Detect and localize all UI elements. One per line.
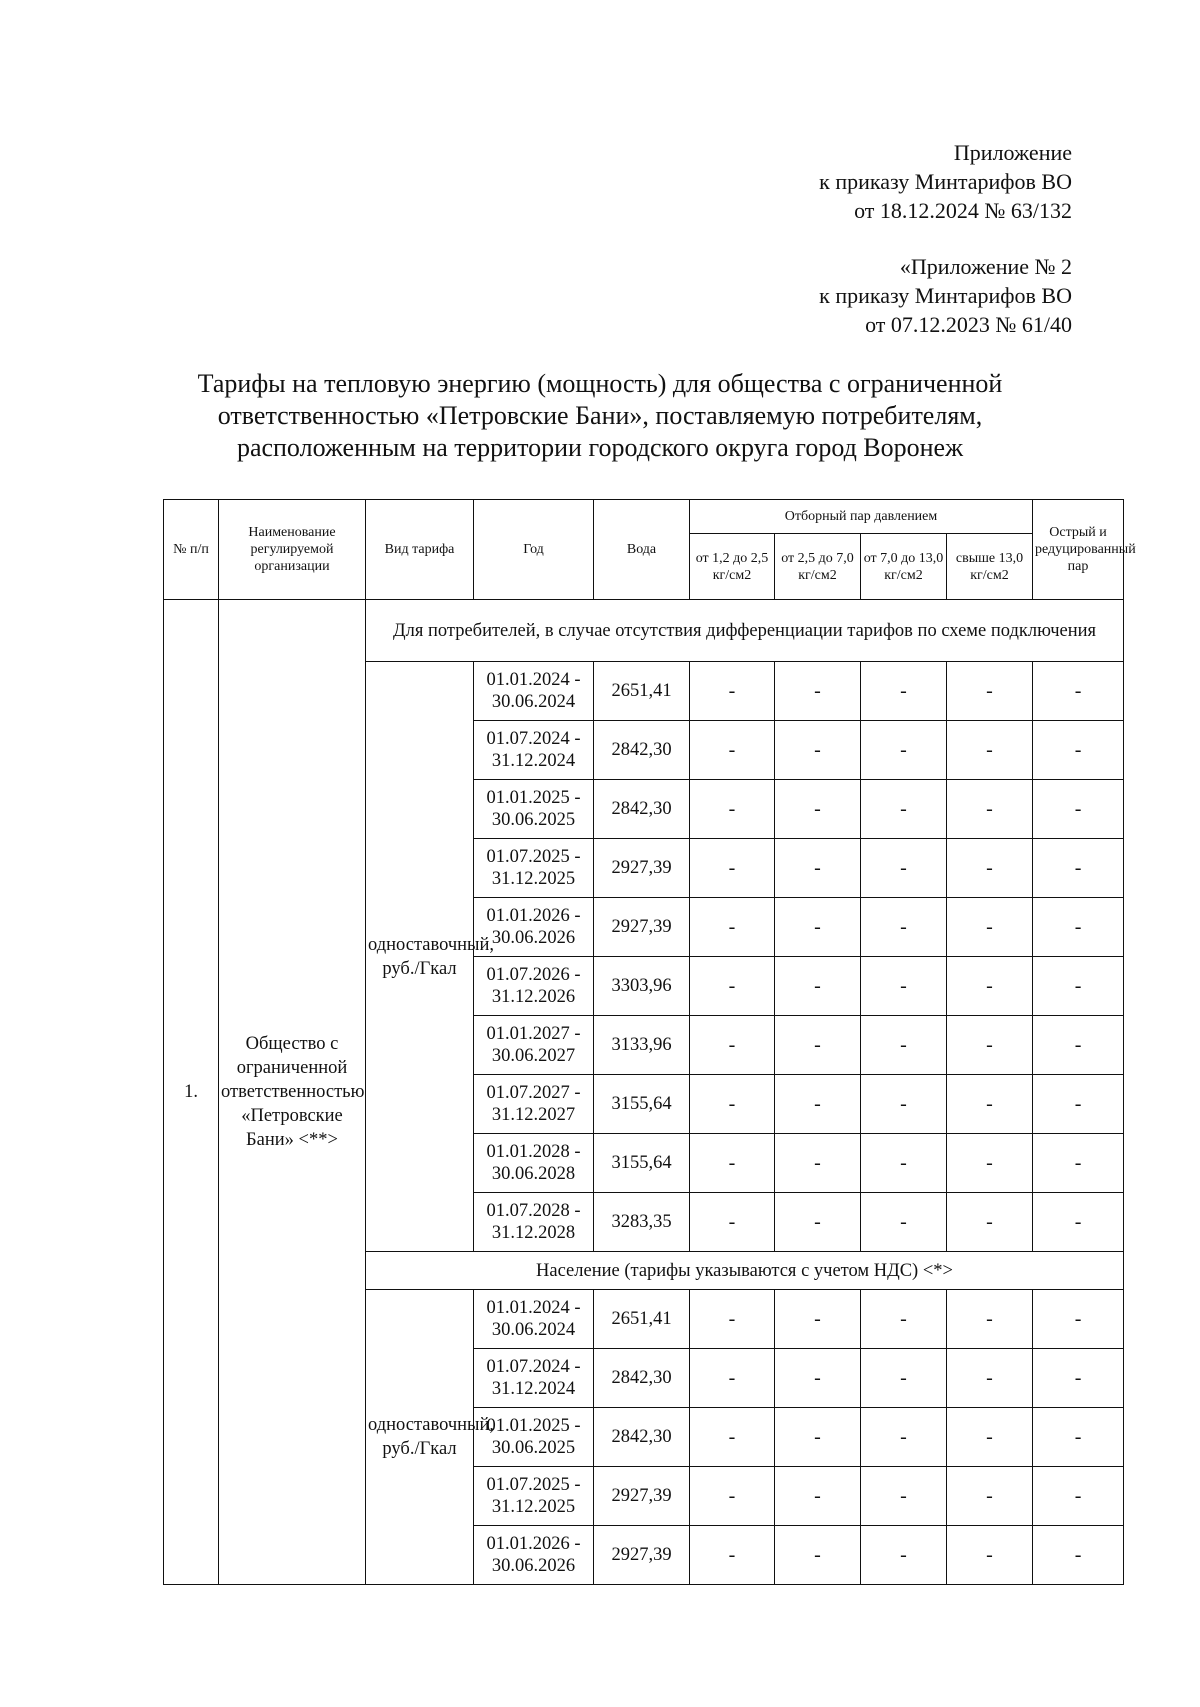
steam-3-value: -	[861, 1075, 947, 1134]
period-end: 30.06.2025	[491, 810, 576, 830]
steam-1-value: -	[690, 1016, 775, 1075]
steam-1-value: -	[690, 1349, 775, 1408]
tariff-type: одноставочный, руб./Гкал	[366, 662, 474, 1252]
steam-4-value: -	[947, 1467, 1033, 1526]
steam-1-value: -	[690, 1075, 775, 1134]
sharp-value: -	[1033, 1134, 1124, 1193]
period-end: 30.06.2024	[491, 1320, 576, 1340]
water-value: 2842,30	[594, 1408, 690, 1467]
steam-3-value: -	[861, 721, 947, 780]
steam-1-value: -	[690, 721, 775, 780]
period-cell	[474, 1526, 594, 1585]
steam-1-value: -	[690, 1467, 775, 1526]
period-start: 01.07.2024 -	[486, 729, 581, 749]
steam-4-value: -	[947, 1408, 1033, 1467]
steam-3-value: -	[861, 1349, 947, 1408]
period-end: 31.12.2025	[491, 869, 576, 889]
period-end: 31.12.2027	[491, 1105, 576, 1125]
sharp-value: -	[1033, 662, 1124, 721]
period-start: 01.01.2027 -	[486, 1024, 581, 1044]
period-start: 01.01.2026 -	[486, 906, 581, 926]
previous-annex-title: «Приложение № 2	[899, 254, 1072, 279]
steam-3-value: -	[861, 1193, 947, 1252]
header-steam-3: от 7,0 до 13,0 кг/см2	[861, 534, 947, 600]
steam-1-value: -	[690, 898, 775, 957]
steam-4-value: -	[947, 1193, 1033, 1252]
steam-3-value: -	[861, 1016, 947, 1075]
water-value: 2842,30	[594, 1349, 690, 1408]
period-end: 31.12.2026	[491, 987, 576, 1007]
header-steam-2: от 2,5 до 7,0 кг/см2	[775, 534, 861, 600]
steam-4-value: -	[947, 721, 1033, 780]
title-line: расположенным на территории городского округа город Воронеж	[236, 433, 964, 462]
organization-name: Общество с ограниченной ответственностью «Петровские Бани» <**>	[219, 600, 366, 1585]
steam-2-value: -	[775, 1016, 861, 1075]
sharp-value: -	[1033, 1016, 1124, 1075]
header-steam-1: от 1,2 до 2,5 кг/см2	[690, 534, 775, 600]
steam-1-value: -	[690, 957, 775, 1016]
steam-2-value: -	[775, 839, 861, 898]
period-start: 01.01.2025 -	[486, 788, 581, 808]
period-end: 31.12.2025	[491, 1497, 576, 1517]
sharp-value: -	[1033, 898, 1124, 957]
steam-2-value: -	[775, 1075, 861, 1134]
annex-title: Приложение	[953, 140, 1072, 165]
period-cell	[474, 1408, 594, 1467]
water-value: 2927,39	[594, 839, 690, 898]
previous-annex-block	[819, 252, 1072, 339]
water-value: 2651,41	[594, 662, 690, 721]
table-body	[164, 600, 1124, 1585]
sharp-value: -	[1033, 1526, 1124, 1585]
steam-1-value: -	[690, 1408, 775, 1467]
header-row	[164, 500, 1124, 534]
period-cell	[474, 780, 594, 839]
steam-3-value: -	[861, 1526, 947, 1585]
water-value: 3283,35	[594, 1193, 690, 1252]
period-end: 31.12.2028	[491, 1223, 576, 1243]
period-cell	[474, 1193, 594, 1252]
period-cell	[474, 721, 594, 780]
water-value: 2842,30	[594, 721, 690, 780]
steam-2-value: -	[775, 1467, 861, 1526]
period-cell	[474, 1290, 594, 1349]
steam-2-value: -	[775, 662, 861, 721]
sharp-value: -	[1033, 1467, 1124, 1526]
steam-4-value: -	[947, 1526, 1033, 1585]
steam-2-value: -	[775, 1408, 861, 1467]
period-end: 31.12.2024	[491, 751, 576, 771]
section-row	[164, 600, 1124, 662]
steam-3-value: -	[861, 1290, 947, 1349]
header-water: Вода	[594, 500, 690, 600]
steam-2-value: -	[775, 1349, 861, 1408]
sharp-value: -	[1033, 957, 1124, 1016]
steam-3-value: -	[861, 662, 947, 721]
title-line: ответственностью «Петровские Бани», поставляемую потребителям,	[217, 401, 983, 430]
steam-1-value: -	[690, 1193, 775, 1252]
steam-1-value: -	[690, 780, 775, 839]
period-cell	[474, 662, 594, 721]
period-end: 30.06.2028	[491, 1164, 576, 1184]
steam-3-value: -	[861, 839, 947, 898]
row-number: 1.	[164, 600, 219, 1585]
sharp-value: -	[1033, 1408, 1124, 1467]
period-end: 30.06.2025	[491, 1438, 576, 1458]
steam-1-value: -	[690, 1526, 775, 1585]
header-sharp-steam: Острый и редуцированный пар	[1033, 500, 1124, 600]
previous-annex-order-date: от 07.12.2023 № 61/40	[865, 312, 1072, 337]
sharp-value: -	[1033, 1290, 1124, 1349]
steam-1-value: -	[690, 839, 775, 898]
steam-3-value: -	[861, 1134, 947, 1193]
period-start: 01.07.2026 -	[486, 965, 581, 985]
period-start: 01.01.2026 -	[486, 1534, 581, 1554]
steam-4-value: -	[947, 839, 1033, 898]
water-value: 2927,39	[594, 1526, 690, 1585]
steam-1-value: -	[690, 1134, 775, 1193]
period-end: 30.06.2026	[491, 1556, 576, 1576]
header-steam-4: свыше 13,0 кг/см2	[947, 534, 1033, 600]
steam-4-value: -	[947, 662, 1033, 721]
steam-2-value: -	[775, 721, 861, 780]
period-start: 01.07.2025 -	[486, 847, 581, 867]
period-cell	[474, 1134, 594, 1193]
steam-3-value: -	[861, 898, 947, 957]
period-cell	[474, 898, 594, 957]
document-title	[130, 368, 1070, 464]
water-value: 2842,30	[594, 780, 690, 839]
sharp-value: -	[1033, 721, 1124, 780]
period-start: 01.01.2025 -	[486, 1416, 581, 1436]
annex-order-date: от 18.12.2024 № 63/132	[854, 198, 1072, 223]
header-steam-group: Отборный пар давлением	[690, 500, 1033, 534]
tariff-type: одноставочный, руб./Гкал	[366, 1290, 474, 1585]
water-value: 2927,39	[594, 898, 690, 957]
steam-4-value: -	[947, 1016, 1033, 1075]
annex-block	[819, 138, 1072, 225]
steam-1-value: -	[690, 662, 775, 721]
section-title: Население (тарифы указываются с учетом НДС) <*>	[366, 1252, 1124, 1290]
steam-3-value: -	[861, 1467, 947, 1526]
steam-4-value: -	[947, 957, 1033, 1016]
water-value: 3303,96	[594, 957, 690, 1016]
sharp-value: -	[1033, 780, 1124, 839]
steam-1-value: -	[690, 1290, 775, 1349]
period-start: 01.07.2025 -	[486, 1475, 581, 1495]
annex-order-ref: к приказу Минтарифов ВО	[819, 169, 1072, 194]
period-cell	[474, 957, 594, 1016]
steam-4-value: -	[947, 1134, 1033, 1193]
title-line: Тарифы на тепловую энергию (мощность) для общества с ограниченной	[197, 369, 1003, 398]
period-start: 01.07.2027 -	[486, 1083, 581, 1103]
period-start: 01.07.2028 -	[486, 1201, 581, 1221]
steam-2-value: -	[775, 957, 861, 1016]
steam-2-value: -	[775, 1526, 861, 1585]
steam-4-value: -	[947, 898, 1033, 957]
steam-2-value: -	[775, 780, 861, 839]
period-cell	[474, 1075, 594, 1134]
header-year: Год	[474, 500, 594, 600]
period-end: 31.12.2024	[491, 1379, 576, 1399]
water-value: 2651,41	[594, 1290, 690, 1349]
steam-4-value: -	[947, 1075, 1033, 1134]
steam-3-value: -	[861, 1408, 947, 1467]
period-start: 01.07.2024 -	[486, 1357, 581, 1377]
period-start: 01.01.2028 -	[486, 1142, 581, 1162]
period-cell	[474, 1016, 594, 1075]
period-start: 01.01.2024 -	[486, 1298, 581, 1318]
period-end: 30.06.2024	[491, 692, 576, 712]
steam-3-value: -	[861, 780, 947, 839]
sharp-value: -	[1033, 1075, 1124, 1134]
water-value: 3155,64	[594, 1075, 690, 1134]
steam-2-value: -	[775, 898, 861, 957]
steam-2-value: -	[775, 1193, 861, 1252]
steam-4-value: -	[947, 1290, 1033, 1349]
water-value: 3155,64	[594, 1134, 690, 1193]
previous-annex-order-ref: к приказу Минтарифов ВО	[819, 283, 1072, 308]
period-end: 30.06.2027	[491, 1046, 576, 1066]
section-title: Для потребителей, в случае отсутствия дифференциации тарифов по схеме подключения	[366, 600, 1124, 662]
sharp-value: -	[1033, 839, 1124, 898]
steam-2-value: -	[775, 1290, 861, 1349]
steam-4-value: -	[947, 780, 1033, 839]
period-cell	[474, 1467, 594, 1526]
period-cell	[474, 1349, 594, 1408]
water-value: 3133,96	[594, 1016, 690, 1075]
period-cell	[474, 839, 594, 898]
header-num: № п/п	[164, 500, 219, 600]
header-tariff-type: Вид тарифа	[366, 500, 474, 600]
steam-4-value: -	[947, 1349, 1033, 1408]
tariff-table	[163, 499, 1136, 1585]
period-start: 01.01.2024 -	[486, 670, 581, 690]
sharp-value: -	[1033, 1193, 1124, 1252]
water-value: 2927,39	[594, 1467, 690, 1526]
sharp-value: -	[1033, 1349, 1124, 1408]
steam-2-value: -	[775, 1134, 861, 1193]
steam-3-value: -	[861, 957, 947, 1016]
header-organization: Наименование регулируемой организации	[219, 500, 366, 600]
period-end: 30.06.2026	[491, 928, 576, 948]
